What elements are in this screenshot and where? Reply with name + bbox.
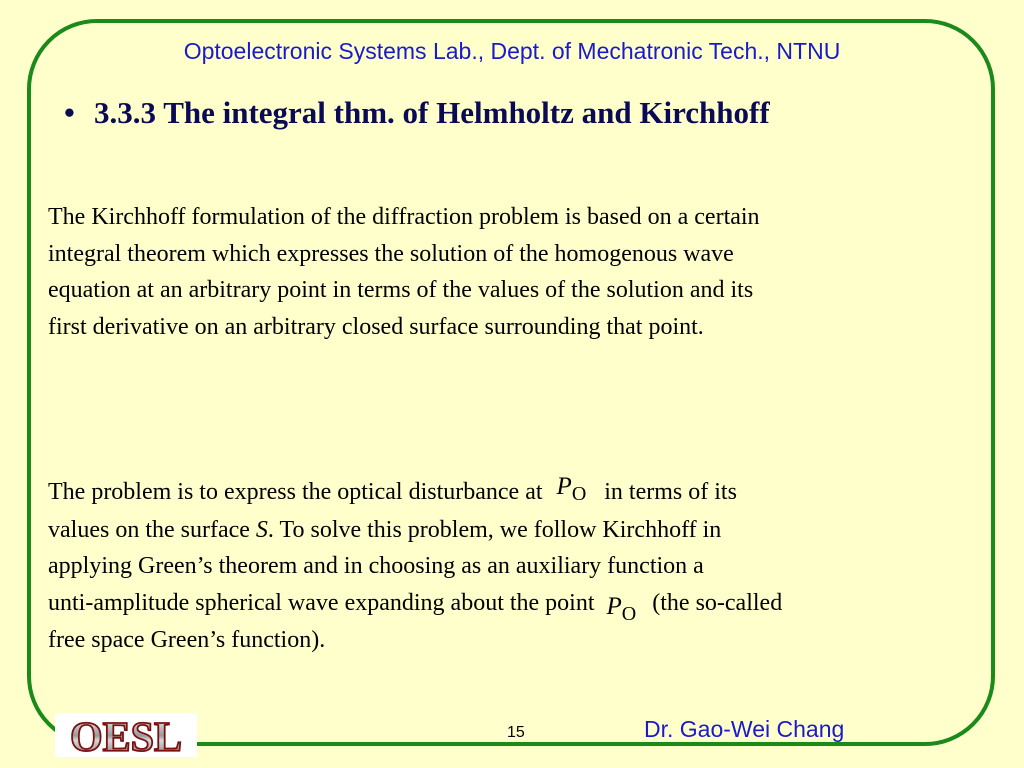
text-segment: unti-amplitude spherical wave expanding about the point — [48, 589, 595, 616]
paragraph1-line: equation at an arbitrary point in terms of the values of the solution and its — [48, 277, 754, 303]
paragraph-problem-statement — [48, 474, 988, 659]
text-segment: values on the surface — [48, 516, 256, 543]
point-symbol-p0 — [557, 469, 587, 507]
text-segment: . To solve this problem, we follow Kirchhoff in — [267, 516, 722, 543]
text-segment: The problem is to express the optical disturbance at — [48, 479, 543, 505]
point-symbol-p0 — [607, 589, 637, 627]
symbol-subscript: O — [621, 602, 637, 625]
section-title — [64, 95, 770, 131]
page-number: 15 — [507, 724, 525, 741]
paragraph2-line: applying Green’s theorem and in choosing as an auxiliary function a — [48, 553, 704, 579]
paragraph1-line: The Kirchhoff formulation of the diffraction problem is based on a certain — [48, 204, 760, 230]
logo-text: OESL — [69, 715, 183, 757]
surface-symbol-s: S — [255, 516, 268, 543]
symbol-main: P — [556, 473, 572, 500]
paragraph1-line: integral theorem which expresses the solution of the homogenous wave — [48, 240, 734, 267]
text-segment: in terms of its — [604, 479, 737, 505]
author-name: Dr. Gao-Wei Chang — [644, 716, 845, 742]
bullet-icon: • — [64, 95, 75, 130]
text-segment: (the so-called — [652, 589, 783, 616]
symbol-main: P — [606, 592, 622, 620]
oesl-logo — [55, 713, 197, 757]
paragraph2-line — [48, 585, 988, 623]
paragraph1-line: first derivative on an arbitrary closed surface surrounding that point. — [48, 313, 704, 340]
paragraph2-line: free space Green’s function). — [48, 627, 326, 653]
paragraph2-line — [48, 474, 988, 512]
symbol-subscript: O — [571, 483, 587, 505]
lab-header: Optoelectronic Systems Lab., Dept. of Mechatronic Tech., NTNU — [183, 38, 841, 64]
section-title-text: 3.3.3 The integral thm. of Helmholtz and Kirchhoff — [94, 95, 770, 130]
paragraph2-line — [48, 512, 988, 549]
paragraph-kirchhoff-formulation — [48, 199, 988, 345]
